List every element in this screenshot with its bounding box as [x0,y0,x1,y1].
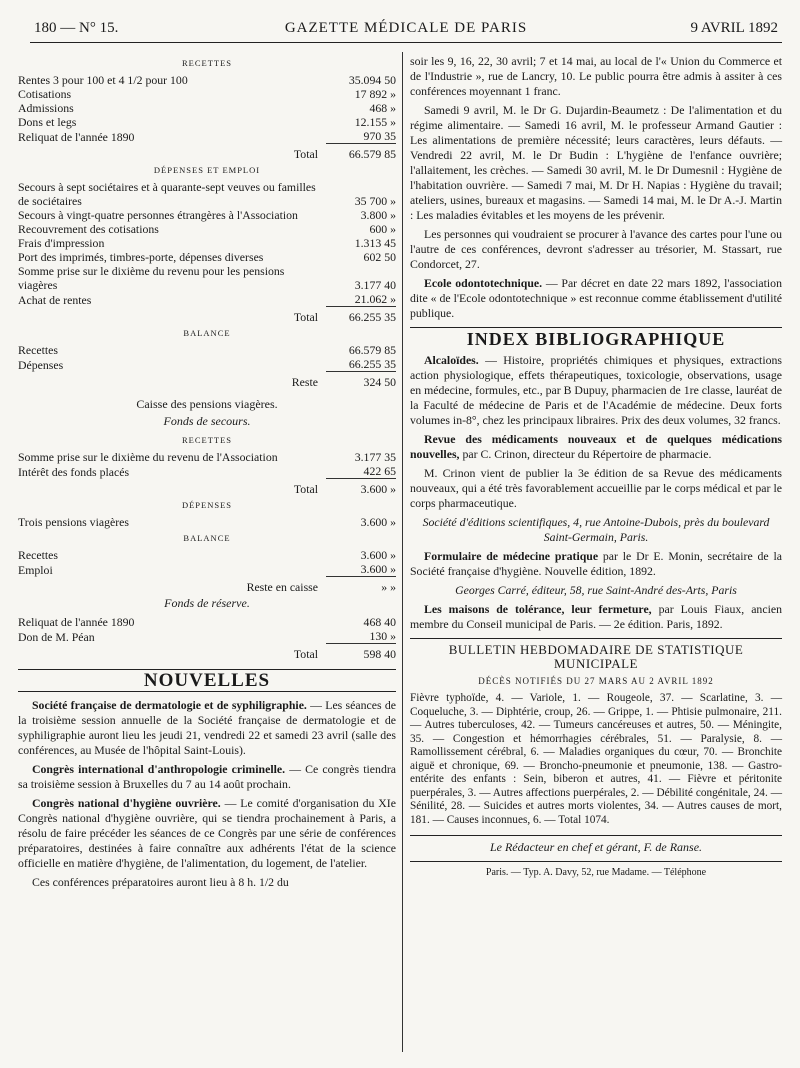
table-row [18,180,396,208]
row-label: Emploi [18,562,53,577]
row-label: Recouvrement des cotisations [18,222,159,236]
page-header [30,18,782,43]
row-amount: 602 50 [363,250,396,264]
reserve-table [18,615,396,661]
total-row [18,144,396,162]
total-label: Total [293,482,318,496]
row-amount: 468 » [369,101,396,115]
row-label: Secours à sept sociétaires et à quarante-sept veuves ou familles de sociétaires [18,180,316,208]
table-row [18,73,396,87]
index-heading: INDEX BIBLIOGRAPHIQUE [410,327,782,349]
index-entry [410,549,782,579]
news-item [18,796,396,871]
index-entry [410,602,782,632]
row-amount: 3.600 » [360,548,396,562]
row-label: Rentes 3 pour 100 et 4 1/2 pour 100 [18,73,188,87]
row-label: Don de M. Péan [18,629,95,644]
bulletin-heading-line2: MUNICIPALE [554,656,638,671]
table-row [18,357,396,372]
row-label: Somme prise sur le dixième du revenu pour les pensions viagères [18,264,285,292]
news-title: Congrès national d'hygiène ouvrière. [32,796,221,810]
index-entry-text: par C. Crinon, directeur du Répertoire de pharmacie. [459,447,712,461]
row-amount: 12.155 » [354,115,396,129]
bulletin-text: Fièvre typhoïde, 4. — Variole, 1. — Rougeole, 37. — Scarlatine, 3. — Coqueluche, 3. — Diphtérie, croup, 26. — Grippe, 1. — Phtisie pulmonaire, 211. — Autres tuberculoses, 42. — Tumeurs cancéreuses et autres, 50. — Méningite, 35. — Congestion et hémorrhagies cérébrales, 51. — Paralysie, 8. — Ramollissement cérébral, 6. — Maladies organiques du cœur, 70. — Bronchite aiguë et chronique, 69. — Broncho-pneumonie et pneumonie, 138. — Gastro-entérite des enfants : Sein, biberon et autres, 41. — Fièvre et péritonite puerpérales, 3. — Autres affections puerpérales, 2. — Débilité congénitale, 24. — Sénilité, 28. — Suicides et autres morts violentes, 34. — Autres causes de mort, 181. — Causes inconnues, 6. — Total 1074. [410,692,782,826]
table-row [18,236,396,250]
row-label: Trois pensions viagères [18,515,129,529]
printer-line: Paris. — Typ. A. Davy, 52, rue Madame. — Téléphone [410,861,782,880]
conference-schedule: Samedi 9 avril, M. le Dr G. Dujardin-Beaumetz : De l'alimentation et du régime alimentaire. — Samedi 16 avril, M. le professeur Armand Gautier : Les alimentations de première nécessité; leurs caractères, leurs défauts. — Vendredi 22 avril, M. le Dr Budin : L'hygiène de l'enfance ouvrière; l'allaitement, les crèches. — Samedi 30 avril, M. le Dr Dumesnil : Hygiène de l'habitation ouvrière. — Samedi 7 mai, M. Dr H. Napias : Hygiène du travail; ateliers, usines, bureaux et magasins. — Samedi 14 mai, M. le Dr A.-J. Martin : Les maladies évitables et les moyens de les prévenir. [410,103,782,222]
row-amount: 17 892 » [354,87,396,101]
ecole-title: Ecole odontotechnique. [424,276,543,290]
depenses-table [18,180,396,324]
table-row [18,464,396,479]
table-row [18,222,396,236]
news-text: — Ce congrès tiendra sa troisième session à Bruxelles du 7 au 14 août prochain. [18,762,397,791]
row-label: Reliquat de l'année 1890 [18,615,135,629]
journal-title: GAZETTE MÉDICALE DE PARIS [284,20,528,36]
row-amount: 422 65 [326,464,396,479]
row-label: Secours à vingt-quatre personnes étrangères à l'Association [18,208,298,222]
reste-label: Reste [291,375,318,389]
nouvelles-heading: NOUVELLES [18,669,396,692]
table-row [18,629,396,644]
total-row [18,372,396,390]
row-label: Cotisations [18,87,72,101]
row-amount: 21.062 » [326,292,396,307]
row-label: Reliquat de l'année 1890 [18,129,135,144]
table-row [18,562,396,577]
row-label: Dons et legs [18,115,77,129]
table-row [18,615,396,629]
index-entry-text: par le Dr E. Monin, secrétaire de la Société française d'hygiène. Nouvelle édition, 1892. [410,549,782,578]
table-row [18,87,396,101]
editor-signature: Le Rédacteur en chef et gérant, F. de Ranse. [410,835,782,855]
news-text: — Les séances de la troisième session annuelle de la Société française de dermatologie et de syphiligraphie auront lieu les jeudi 21, vendredi 22 et samedi 23 avril (salle des conférences, au Musée de l'hôpital Saint-Louis). [18,698,396,757]
bulletin-subheading: DÉCÈS NOTIFIÉS DU 27 MARS AU 2 AVRIL 1892 [478,676,714,686]
table-row [18,129,396,144]
reste-amount: » » [381,580,396,594]
reste-amount: 324 50 [363,375,396,389]
reste-label: Reste en caisse [246,580,318,594]
caisse-balance-table [18,548,396,594]
table-row [18,264,396,292]
row-label: Dépenses [18,357,64,372]
total-amount: 598 40 [363,647,396,661]
row-label: Somme prise sur le dixième du revenu de l'Association [18,450,278,464]
fonds-secours-title: Fonds de secours. [163,414,251,428]
table-row [18,101,396,115]
row-amount: 600 » [369,222,396,236]
table-row [18,250,396,264]
table-row [18,343,396,357]
row-label: Port des imprimés, timbres-porte, dépenses diverses [18,250,264,264]
total-amount: 66.255 35 [348,310,396,324]
index-entry-text: — Histoire, propriétés chimiques et physiques, extractions action physiologique, effets thérapeutiques, toxicologie, observations, usage en médecine, formules, etc., par B Dupuy, pharmacien de 1re classe, lauréat de la Faculté de médecine de Paris et de l'Académie de médecine. Deux forts volumes in-8°, chez les principaux libraires. Prix des deux volumes, 32 francs. [410,353,782,427]
index-entry-title: Alcaloïdes. [424,353,479,367]
caisse-recettes-heading: RECETTES [181,435,233,445]
table-row [18,548,396,562]
total-row [18,644,396,662]
bulletin-section [410,638,782,827]
ecole-text: — Par décret en date 22 mars 1892, l'association dite « de l'Ecole odontotechnique » est reconnue comme établissement d'utilité publique. [410,276,782,320]
conference-tickets: Les personnes qui voudraient se procurer à l'avance des cartes pour l'une ou l'autre de ces conférences, devront s'adresser au trésorier, M. Stassart, rue Condorcet, 27. [410,227,782,271]
conference-continuation: soir les 9, 16, 22, 30 avril; 7 et 14 mai, au local de l'« Union du Commerce et de l'Industrie », rue de Lancry, 10. Le public pourra être admis à assiter à ces conférences moyennant 1 franc. [410,54,782,98]
row-label: Recettes [18,548,58,562]
right-column [410,54,782,880]
table-row [18,115,396,129]
row-amount: 1.313 45 [354,236,396,250]
news-text: Ces conférences préparatoires auront lieu à 8 h. 1/2 du [32,875,289,889]
total-label: Total [293,647,318,661]
column-divider [402,52,403,1052]
total-label: Total [293,310,318,324]
total-amount: 66.579 85 [348,147,396,161]
table-row [18,208,396,222]
table-row [18,515,396,529]
publisher-line: Société d'éditions scientifiques, 4, rue Antoine-Dubois, près du boulevard Saint-Germain, Paris. [422,515,770,544]
total-row [18,479,396,497]
left-column [18,54,396,894]
row-label: Recettes [18,343,58,357]
row-amount: 3.177 35 [354,450,396,464]
ecole-item [410,276,782,321]
row-amount: 35 700 » [354,194,396,208]
balance-heading: BALANCE [183,328,231,338]
news-item [18,875,396,890]
row-amount: 66.255 35 [326,357,396,372]
row-amount: 3.177 40 [354,278,396,292]
recettes-heading: RECETTES [181,58,233,68]
publisher-line: Georges Carré, éditeur, 58, rue Saint-André des-Arts, Paris [455,583,737,597]
caisse-balance-heading: BALANCE [183,533,231,543]
index-entry-title: Les maisons de tolérance, leur fermeture, [424,602,652,616]
total-row [18,577,396,595]
row-label: Frais d'impression [18,236,105,250]
row-label: Achat de rentes [18,292,92,307]
row-amount: 3.600 » [326,562,396,577]
row-amount: 66.579 85 [348,343,396,357]
total-amount: 3.600 » [360,482,396,496]
news-text: — Le comité d'organisation du XIe Congrès national d'hygiène ouvrière, qui se tiendra prochainement à Paris, a résolu de faire précéder les séances de ce Congrès par une série de conférences préparatoires, destinées à faire connaître aux adhérents l'état de la science officielle en matière d'hygiène, de l'alimentation, du logement, de l'atelier. [18,796,396,870]
issue-date: 9 AVRIL 1892 [690,20,778,36]
balance-table [18,343,396,389]
row-amount: 3.600 » [360,515,396,529]
news-item [18,762,396,792]
caisse-depenses-heading: DÉPENSES [181,500,233,510]
caisse-title: Caisse des pensions viagères. [136,397,278,411]
row-amount: 130 » [326,629,396,644]
row-amount: 3.800 » [360,208,396,222]
index-entry-title: Revue des médicaments nouveaux et de quelques médications nouvelles, [410,432,782,461]
table-row [18,292,396,307]
index-entry [410,353,782,428]
row-amount: 35.094 50 [348,73,396,87]
index-entry [410,432,782,462]
total-label: Total [293,147,318,161]
page-number: 180 — N° 15. [34,20,119,36]
index-entry-note: M. Crinon vient de publier la 3e édition de sa Revue des médicaments nouveaux, qui a été très favorablement accueillie par le corps médical et par le corps pharmaceutique. [410,466,782,510]
news-item [18,698,396,758]
fonds-reserve-title: Fonds de réserve. [164,596,250,610]
caisse-recettes-table [18,450,396,496]
row-label: Intérêt des fonds placés [18,464,130,479]
bulletin-heading-line1: BULLETIN HEBDOMADAIRE DE STATISTIQUE [448,642,744,657]
row-amount: 970 35 [326,129,396,144]
depenses-heading: DÉPENSES ET EMPLOI [153,165,261,175]
row-amount: 468 40 [363,615,396,629]
news-title: Congrès international d'anthropologie criminelle. [32,762,286,776]
recettes-table [18,73,396,161]
total-row [18,307,396,325]
row-label: Admissions [18,101,74,115]
index-entry-title: Formulaire de médecine pratique [424,549,599,563]
table-row [18,450,396,464]
caisse-depenses-table [18,515,396,529]
news-title: Société française de dermatologie et de syphiligraphie. [32,698,307,712]
index-entry-text: par Louis Fiaux, ancien membre du Conseil municipal de Paris. — 2e édition. Paris, 1892. [410,602,782,631]
